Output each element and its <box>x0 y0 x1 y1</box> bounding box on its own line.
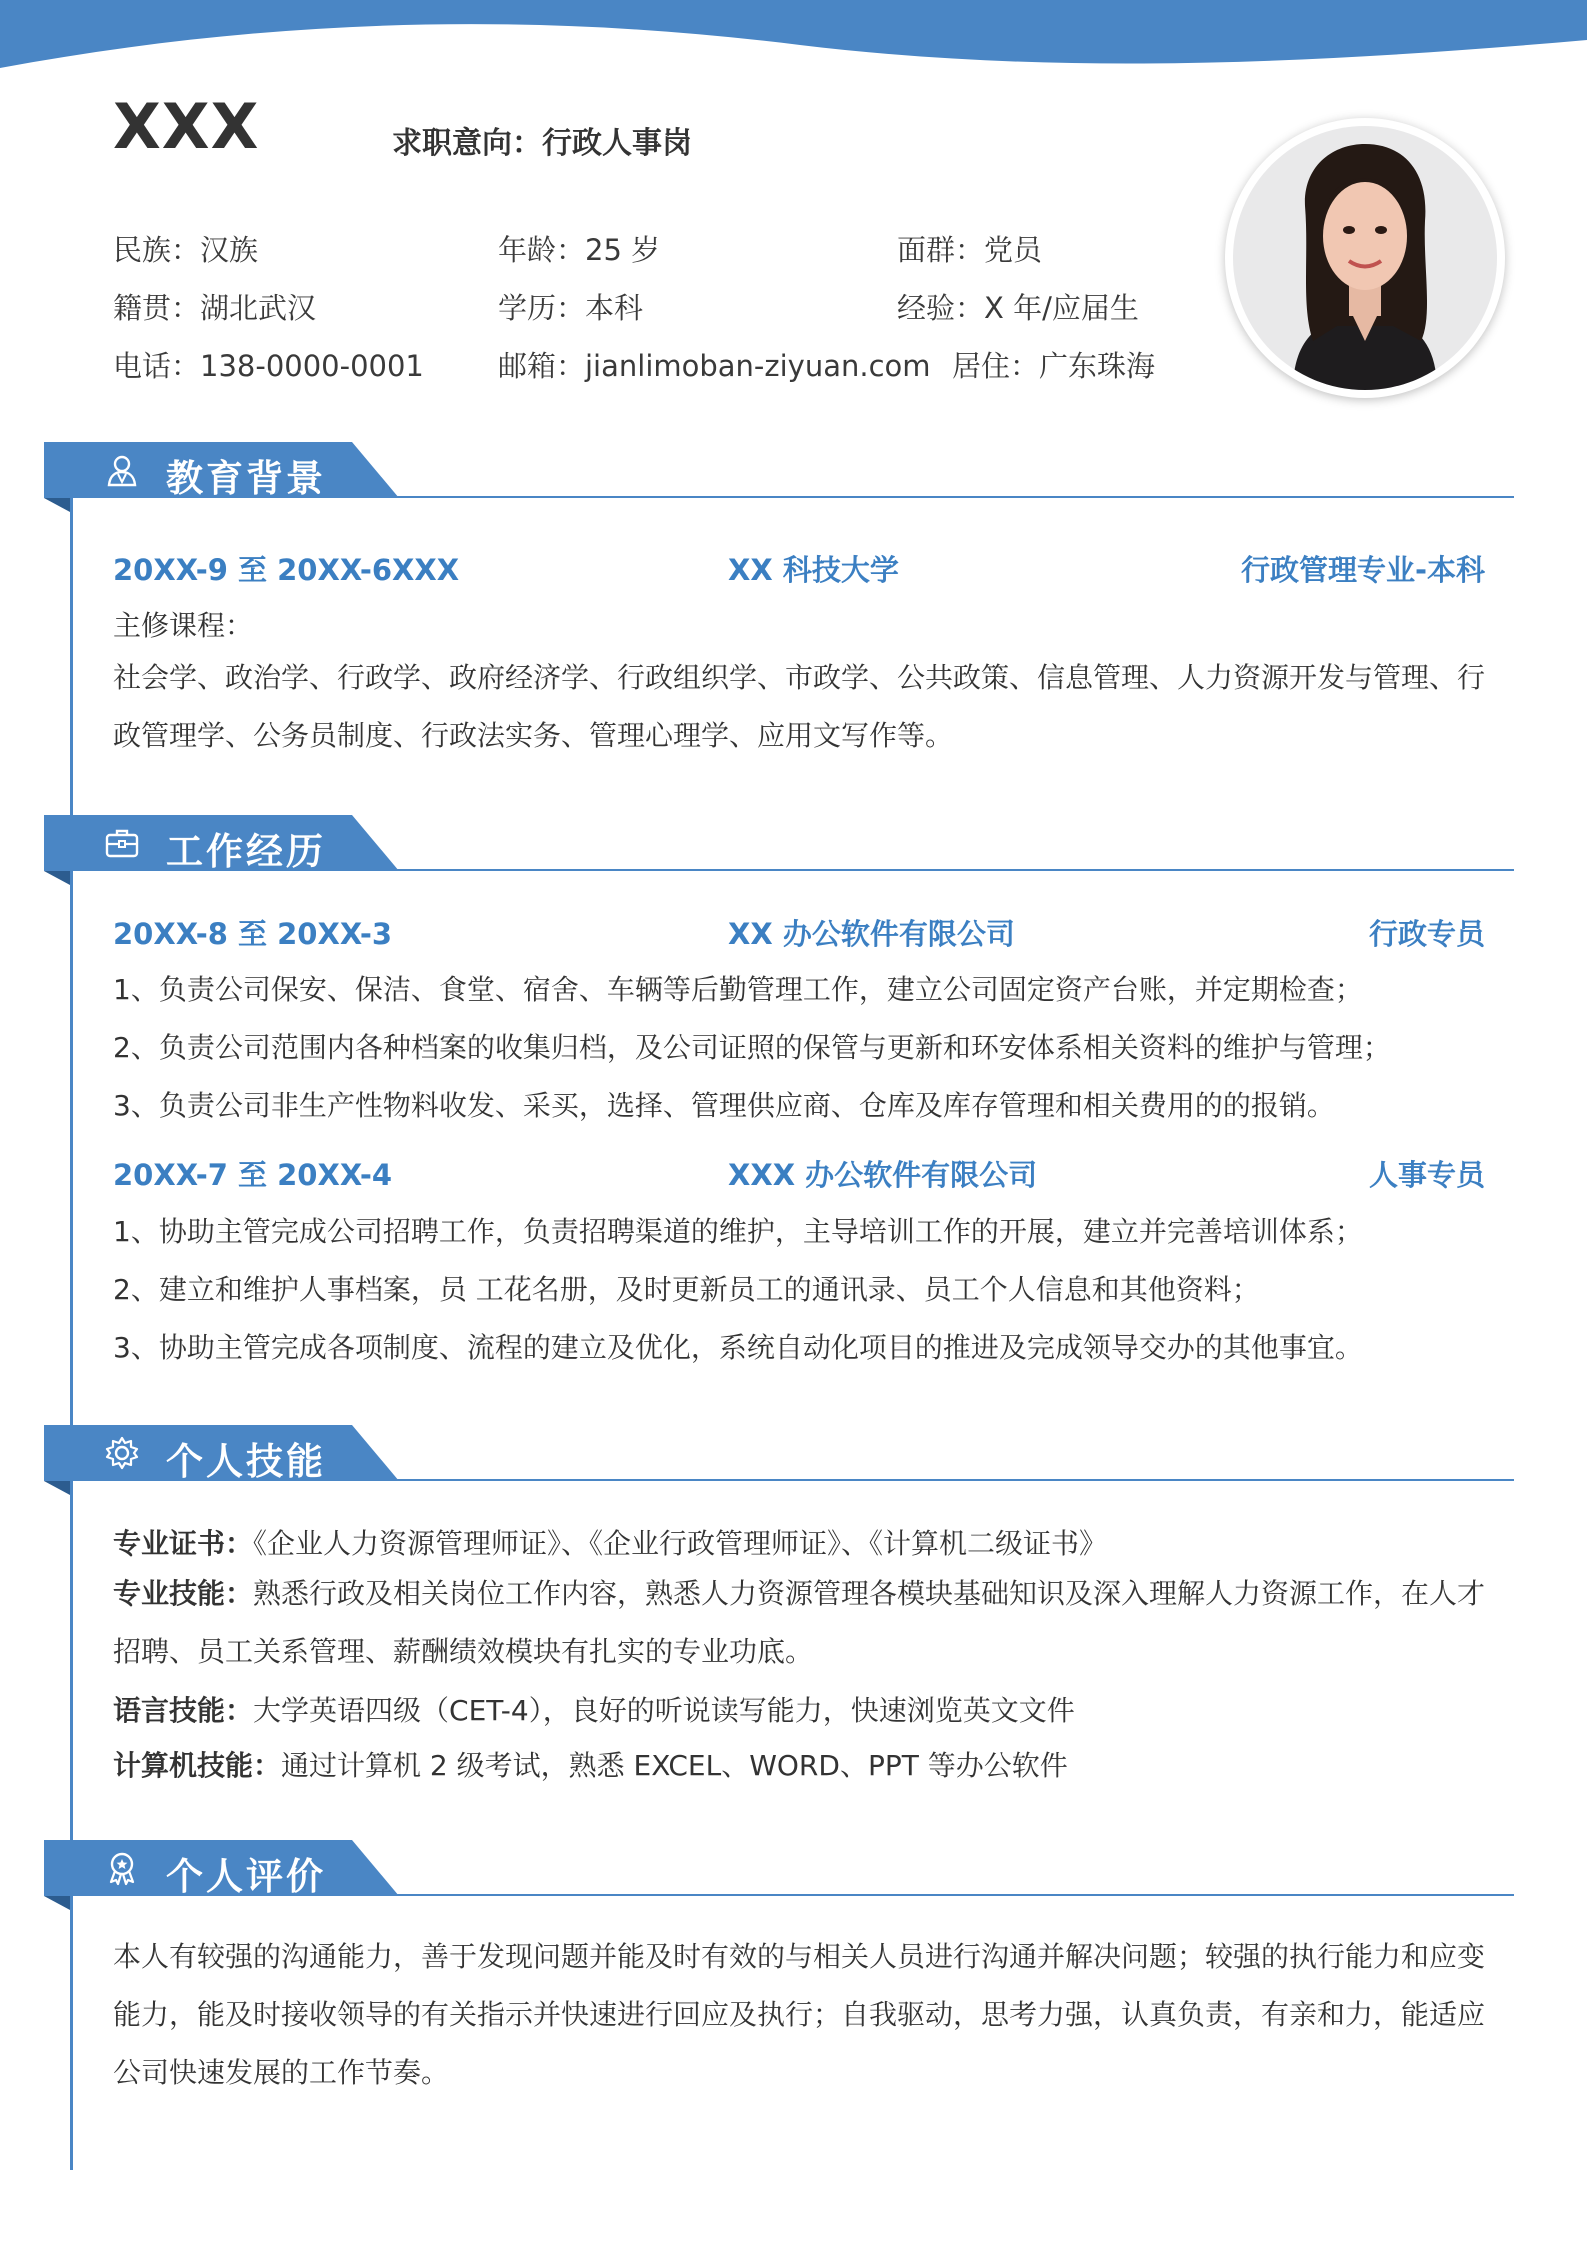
section-title-evaluation: 个人评价 <box>166 1855 326 1898</box>
education-period: 20XX-9 至 20XX-6XXX <box>113 553 460 587</box>
info-age: 年龄：25 岁 <box>498 233 661 267</box>
skill-value: 通过计算机 2 级考试，熟悉 EXCEL、WORD、PPT 等办公软件 <box>281 1749 1068 1782</box>
info-email: 邮箱：jianlimoban-ziyuan.com <box>498 349 931 383</box>
education-school: XX 科技大学 <box>728 553 899 587</box>
job-role: 行政专员 <box>1368 917 1485 951</box>
skill-label: 专业证书： <box>113 1527 254 1560</box>
job-duty: 3、负责公司非生产性物料收发、采买，选择、管理供应商、仓库及库存管理和相关费用的的报销。 <box>113 1089 1335 1122</box>
job-duty: 3、协助主管完成各项制度、流程的建立及优化，系统自动化项目的推进及完成领导交办的其他事宜。 <box>113 1331 1363 1364</box>
top-wave-banner <box>0 0 1587 80</box>
courses-text: 社会学、政治学、行政学、政府经济学、行政组织学、市政学、公共政策、信息管理、人力资源开发与管理、行政管理学、公务员制度、行政法实务、管理心理学、应用文写作等。 <box>113 661 1486 752</box>
job-company: XXX 办公软件有限公司 <box>728 1158 1038 1192</box>
skill-value: 《企业人力资源管理师证》、《企业行政管理师证》、《计算机二级证书》 <box>253 1527 1108 1560</box>
skill-computer <box>113 1744 1068 1784</box>
info-phone: 电话：138-0000-0001 <box>113 349 424 383</box>
section-tab-fold <box>44 1896 70 1910</box>
section-tab-fold <box>44 871 70 885</box>
briefcase-icon <box>104 825 140 861</box>
section-tab-fold <box>44 1481 70 1495</box>
job-intent-value: 行政人事岗 <box>542 126 692 161</box>
job-duty: 2、建立和维护人事档案，员 工花名册，及时更新员工的通讯录、员工个人信息和其他资料； <box>113 1273 1260 1306</box>
skill-value: 熟悉行政及相关岗位工作内容，熟悉人力资源管理各模块基础知识及深入理解人力资源工作，在人才招聘、员工关系管理、薪酬绩效模块有扎实的专业功底。 <box>113 1577 1486 1668</box>
education-major: 行政管理专业-本科 <box>1240 553 1485 587</box>
section-title-education: 教育背景 <box>166 457 326 500</box>
gear-icon <box>104 1435 140 1471</box>
info-residence: 居住：广东珠海 <box>952 349 1156 383</box>
job-duty: 1、负责公司保安、保洁、食堂、宿舍、车辆等后勤管理工作，建立公司固定资产台账，并定期检查； <box>113 973 1363 1006</box>
job-duty: 2、负责公司范围内各种档案的收集归档，及公司证照的保管与更新和环安体系相关资料的维护与管理； <box>113 1031 1391 1064</box>
award-icon <box>104 1850 140 1886</box>
skill-language <box>113 1689 1075 1729</box>
section-title-work: 工作经历 <box>166 830 326 873</box>
job-intent-label: 求职意向： <box>392 126 542 161</box>
job-intent <box>392 118 692 162</box>
info-ethnicity: 民族：汉族 <box>113 233 259 267</box>
skill-label: 语言技能： <box>113 1694 254 1727</box>
info-education: 学历：本科 <box>498 291 644 325</box>
section-header-skills <box>44 1425 1514 1491</box>
person-id-icon <box>104 452 140 488</box>
skill-label: 计算机技能： <box>113 1749 282 1782</box>
job-period: 20XX-7 至 20XX-4 <box>113 1158 393 1192</box>
info-politics: 面群：党员 <box>897 233 1043 267</box>
candidate-name: XXX <box>113 90 260 163</box>
section-tab-fold <box>44 498 70 512</box>
skill-value: 大学英语四级（CET-4），良好的听说读写能力，快速浏览英文文件 <box>253 1694 1075 1727</box>
section-title-skills: 个人技能 <box>166 1440 326 1483</box>
job-period: 20XX-8 至 20XX-3 <box>113 917 393 951</box>
info-experience: 经验：X 年/应届生 <box>897 291 1139 325</box>
courses-label: 主修课程： <box>113 609 254 642</box>
job-company: XX 办公软件有限公司 <box>728 917 1015 951</box>
skill-label: 专业技能： <box>113 1577 254 1610</box>
job-duty: 1、协助主管完成公司招聘工作，负责招聘渠道的维护，主导培训工作的开展，建立并完善培训体系； <box>113 1215 1363 1248</box>
skill-professional <box>113 1565 1493 1681</box>
section-header-evaluation <box>44 1840 1514 1906</box>
avatar-portrait <box>1233 126 1497 390</box>
timeline-line <box>70 470 73 2170</box>
job-role: 人事专员 <box>1368 1158 1485 1192</box>
section-header-education <box>44 442 1514 508</box>
section-header-work <box>44 815 1514 881</box>
evaluation-text: 本人有较强的沟通能力，善于发现问题并能及时有效的与相关人员进行沟通并解决问题；较强的执行能力和应变能力，能及时接收领导的有关指示并快速进行回应及执行；自我驱动，思考力强，认真负责，有亲和力，能适应公司快速发展的工作节奏。 <box>113 1940 1486 2089</box>
skill-certificates <box>113 1522 1107 1562</box>
profile-photo <box>1225 118 1505 398</box>
info-hometown: 籍贯：湖北武汉 <box>113 291 317 325</box>
